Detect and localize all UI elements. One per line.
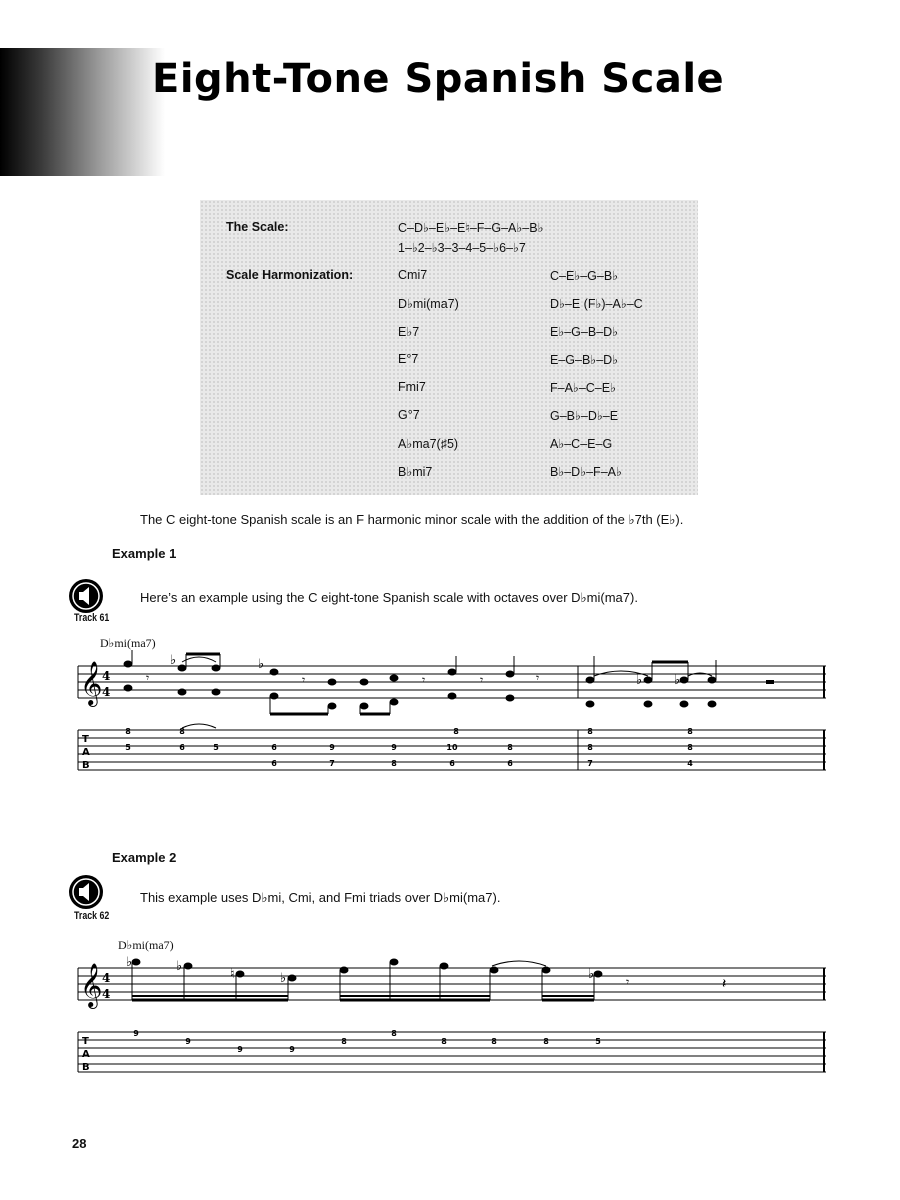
example-2-text: This example uses D♭mi, Cmi, and Fmi triads over D♭mi(ma7). (140, 890, 501, 905)
tab-number: 7 (587, 759, 593, 768)
svg-text:𝄾: 𝄾 (480, 673, 484, 687)
chord-name: D♭mi(ma7) (398, 297, 459, 311)
chord-notes: A♭–C–E–G (550, 437, 613, 451)
tab-number: 5 (213, 743, 219, 752)
example-2-heading: Example 2 (112, 850, 177, 865)
svg-text:𝄾: 𝄾 (536, 671, 540, 685)
svg-text:𝄾: 𝄾 (302, 673, 306, 687)
example-1-heading: Example 1 (112, 546, 177, 561)
tab-number: 5 (125, 743, 131, 752)
page-number: 28 (72, 1136, 87, 1151)
tab-number: 4 (687, 759, 693, 768)
speaker-icon[interactable] (68, 874, 104, 910)
tab-number: 8 (391, 759, 397, 768)
tab-number: 8 (341, 1037, 347, 1046)
tab-number: 6 (449, 759, 455, 768)
svg-text:A: A (82, 747, 90, 758)
tab-number: 9 (391, 743, 397, 752)
example-1-notation (70, 650, 832, 786)
chord-name: Cmi7 (398, 268, 428, 282)
scale-label: The Scale: (226, 220, 289, 234)
track-label: Track 62 (74, 910, 110, 922)
tab-number: 8 (507, 743, 513, 752)
tab-number: 8 (441, 1037, 447, 1046)
scale-notes: C–D♭–E♭–E♮–F–G–A♭–B♭ (398, 221, 544, 235)
tab-number: 8 (587, 743, 593, 752)
svg-text:4: 4 (102, 685, 111, 699)
svg-text:4: 4 (102, 669, 111, 683)
tab-number: 6 (271, 743, 277, 752)
tab-number: 6 (271, 759, 277, 768)
svg-text:♭: ♭ (170, 653, 177, 668)
tab-number: 8 (543, 1037, 549, 1046)
speaker-icon[interactable] (68, 578, 104, 614)
chord-notes: G–B♭–D♭–E (550, 409, 619, 423)
tab-number: 8 (125, 727, 131, 736)
svg-text:𝄾: 𝄾 (422, 673, 426, 687)
tab-number: 8 (179, 727, 185, 736)
tab-number: 9 (329, 743, 335, 752)
svg-text:𝄾: 𝄾 (146, 671, 150, 685)
chord-notes: E♭–G–B–D♭ (550, 325, 619, 339)
svg-text:♭: ♭ (126, 955, 133, 970)
svg-text:T: T (82, 734, 89, 745)
chord-notes: F–A♭–C–E♭ (550, 381, 616, 395)
chord-symbol: D♭mi(ma7) (100, 636, 156, 650)
tab-number: 10 (446, 743, 458, 752)
tab-number: 9 (289, 1045, 295, 1054)
chord-notes: C–E♭–G–B♭ (550, 269, 619, 283)
tab-number: 9 (185, 1037, 191, 1046)
svg-text:♭: ♭ (176, 959, 183, 974)
track-label: Track 61 (74, 612, 110, 624)
example-2-notation (70, 952, 832, 1090)
tab-number: 8 (453, 727, 459, 736)
chord-name: G°7 (398, 408, 420, 422)
svg-text:B: B (82, 760, 90, 771)
svg-text:♭: ♭ (636, 673, 643, 688)
chord-notes: D♭–E (F♭)–A♭–C (550, 297, 643, 311)
harmonization-label: Scale Harmonization: (226, 268, 354, 282)
chord-name: E°7 (398, 352, 419, 366)
chord-name: B♭mi7 (398, 465, 433, 479)
chord-notes: E–G–B♭–D♭ (550, 353, 619, 367)
intro-paragraph: The C eight-tone Spanish scale is an F harmonic minor scale with the addition of the ♭7th (E♭). (140, 512, 684, 527)
svg-text:𝄞: 𝄞 (80, 963, 103, 1007)
tab-number: 9 (133, 1029, 139, 1038)
chord-name: E♭7 (398, 325, 420, 339)
chord-name: A♭ma7(♯5) (398, 437, 459, 451)
tab-number: 8 (587, 727, 593, 736)
svg-text:♭: ♭ (258, 657, 265, 672)
svg-text:♭: ♭ (280, 971, 287, 986)
svg-text:𝄾: 𝄾 (626, 975, 630, 989)
svg-text:4: 4 (102, 971, 111, 985)
svg-text:A: A (82, 1049, 90, 1060)
chord-symbol: D♭mi(ma7) (118, 938, 174, 952)
scale-info-box (200, 200, 698, 495)
svg-text:♮: ♮ (230, 967, 235, 982)
tab-number: 9 (237, 1045, 243, 1054)
tab-number: 8 (687, 727, 693, 736)
tab-number: 8 (687, 743, 693, 752)
corner-gradient-bar (0, 48, 165, 176)
example-1-text: Here’s an example using the C eight-tone Spanish scale with octaves over D♭mi(ma7). (140, 590, 638, 605)
tab-number: 6 (179, 743, 185, 752)
tab-number: 5 (595, 1037, 601, 1046)
svg-text:4: 4 (102, 987, 111, 1001)
svg-text:♭: ♭ (674, 673, 681, 688)
tab-number: 6 (507, 759, 513, 768)
svg-text:♭: ♭ (588, 967, 595, 982)
tab-number: 8 (491, 1037, 497, 1046)
chord-name: Fmi7 (398, 380, 426, 394)
svg-text:B: B (82, 1062, 90, 1073)
page-title: Eight-Tone Spanish Scale (152, 56, 725, 102)
svg-text:T: T (82, 1036, 89, 1047)
tab-number: 7 (329, 759, 335, 768)
chord-notes: B♭–D♭–F–A♭ (550, 465, 622, 479)
svg-text:𝄞: 𝄞 (80, 661, 103, 705)
svg-text:𝄽: 𝄽 (722, 976, 727, 992)
tab-number: 8 (391, 1029, 397, 1038)
scale-degrees: 1–♭2–♭3–3–4–5–♭6–♭7 (398, 241, 526, 255)
